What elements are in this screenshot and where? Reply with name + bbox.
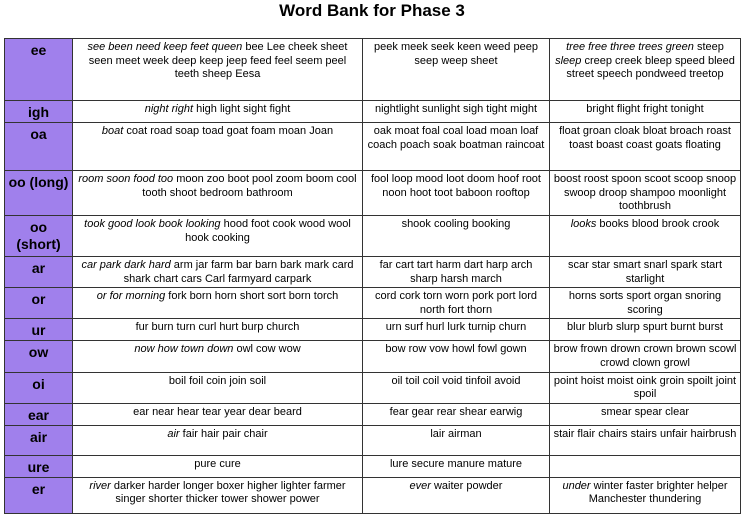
highlighted-words: night right — [144, 103, 194, 115]
word-cell — [73, 403, 363, 425]
word-cell — [73, 288, 363, 319]
table-row — [5, 425, 741, 455]
highlighted-words: sleep — [555, 54, 582, 67]
word-list: bright flight fright tonight — [586, 103, 704, 115]
word-cell — [550, 403, 741, 425]
table-row — [5, 39, 741, 101]
word-list: bee Lee cheek sheet seen meet week deep keep jeep feed feel seem peel teeth sheep Eesa — [88, 41, 348, 81]
word-cell — [73, 455, 363, 477]
word-cell — [73, 216, 363, 257]
word-cell — [363, 123, 550, 171]
highlighted-words: tree free three trees green — [566, 41, 694, 53]
highlighted-words: car park dark hard — [81, 259, 171, 271]
word-list: boost roost spoon scoot scoop snoop swoop droop shampoo moonlight toothbrush — [553, 173, 737, 213]
word-list: float groan cloak bloat broach roast toast boast coast goats floating — [559, 125, 731, 151]
highlighted-words: looks — [570, 218, 597, 230]
highlighted-words: river — [89, 479, 111, 492]
word-list: hood foot cook wood wool hook cooking — [185, 218, 351, 244]
word-list: lure secure manure mature — [389, 457, 523, 470]
sound-cell: or — [5, 288, 73, 319]
sound-cell: oo (short) — [5, 216, 73, 257]
word-list: scar star smart snarl spark start starlight — [567, 259, 723, 285]
table-row — [5, 403, 741, 425]
word-list: arm jar farm bar barn bark mark card shark chart cars Carl farmyard carpark — [123, 259, 354, 285]
page-title: Word Bank for Phase 3 — [279, 1, 465, 20]
word-list: pure cure — [194, 457, 241, 470]
word-list: high light sight fight — [193, 103, 291, 115]
sound-cell: ear — [5, 403, 73, 425]
highlighted-words: room soon food too — [78, 173, 174, 185]
word-cell — [550, 171, 741, 216]
highlighted-words: took good look book looking — [84, 218, 221, 230]
table-row — [5, 477, 741, 513]
word-cell — [550, 39, 741, 101]
word-cell — [73, 39, 363, 101]
word-cell — [550, 319, 741, 341]
word-cell — [363, 39, 550, 101]
word-list: smear spear clear — [600, 405, 690, 418]
word-cell — [363, 288, 550, 319]
table-row — [5, 372, 741, 403]
sound-cell: oi — [5, 372, 73, 403]
word-cell — [550, 216, 741, 257]
highlighted-words: under — [562, 479, 591, 492]
word-cell — [363, 425, 550, 455]
word-cell — [550, 341, 741, 372]
word-list: boil foil coin join soil — [168, 374, 267, 387]
sound-cell: oo (long) — [5, 171, 73, 216]
word-list: bow row vow howl fowl gown — [385, 343, 527, 356]
highlighted-words: or for morning — [96, 290, 166, 303]
word-cell — [363, 455, 550, 477]
word-cell — [550, 101, 741, 123]
word-list: creep creek bleep speed bleed street speech pondweed treetop — [566, 54, 735, 81]
word-list: waiter powder — [430, 479, 503, 492]
word-cell — [550, 477, 741, 513]
word-cell — [73, 101, 363, 123]
table-row — [5, 216, 741, 257]
word-list: fair hair pair chair — [179, 427, 268, 440]
table-row — [5, 257, 741, 288]
word-list: owl cow wow — [233, 343, 301, 356]
word-cell — [363, 216, 550, 257]
word-list: urn surf hurl lurk turnip churn — [385, 321, 527, 334]
highlighted-words: air — [167, 427, 180, 440]
word-list: books blood brook crook — [596, 218, 720, 230]
word-cell — [73, 425, 363, 455]
word-list: steep — [693, 41, 724, 53]
sound-cell: air — [5, 425, 73, 455]
word-list: oil toil coil void tinfoil avoid — [391, 374, 521, 387]
table-row — [5, 455, 741, 477]
table-row — [5, 288, 741, 319]
word-cell — [73, 372, 363, 403]
word-list: shook cooling booking — [401, 218, 511, 230]
word-cell — [73, 341, 363, 372]
word-cell — [550, 455, 741, 477]
word-cell — [73, 171, 363, 216]
word-list: moon zoo boot pool zoom boom cool tooth shoot bedroom bathroom — [142, 173, 357, 199]
word-cell — [73, 257, 363, 288]
word-list: coat road soap toad goat foam moan Joan — [123, 125, 334, 137]
word-cell — [363, 101, 550, 123]
word-cell — [550, 123, 741, 171]
sound-cell: ure — [5, 455, 73, 477]
sound-cell: ur — [5, 319, 73, 341]
sound-cell: ar — [5, 257, 73, 288]
sound-cell: igh — [5, 101, 73, 123]
word-cell — [363, 372, 550, 403]
word-list: peek meek seek keen weed peep seep weep sheet — [374, 41, 538, 67]
table-row — [5, 171, 741, 216]
word-list: darker harder longer boxer higher lighter farmer singer shorter thicker tower shower power — [110, 479, 346, 506]
word-list: fork born horn short sort born torch — [165, 290, 339, 303]
table-row — [5, 123, 741, 171]
sound-cell: er — [5, 477, 73, 513]
sound-cell: ee — [5, 39, 73, 101]
word-list: fur burn turn curl hurt burp church — [135, 321, 300, 334]
sound-cell: ow — [5, 341, 73, 372]
word-bank-table — [4, 38, 741, 514]
word-list: far cart tart harm dart harp arch sharp harsh march — [379, 259, 533, 285]
word-list: horns sorts sport organ snoring scoring — [568, 290, 722, 316]
word-cell — [363, 319, 550, 341]
word-cell — [363, 477, 550, 513]
table-row — [5, 101, 741, 123]
word-list: stair flair chairs stairs unfair hairbrush — [553, 427, 737, 440]
word-cell — [363, 257, 550, 288]
word-cell — [73, 123, 363, 171]
word-list: fear gear rear shear earwig — [389, 405, 523, 418]
word-cell — [363, 341, 550, 372]
word-cell — [363, 403, 550, 425]
highlighted-words: ever — [409, 479, 431, 492]
word-cell — [73, 319, 363, 341]
word-list: blur blurb slurp spurt burnt burst — [567, 321, 723, 334]
word-cell — [363, 171, 550, 216]
word-cell — [550, 372, 741, 403]
word-list: winter faster brighter helper Manchester thundering — [588, 479, 728, 506]
word-list: nightlight sunlight sigh tight might — [374, 103, 538, 115]
table-row — [5, 341, 741, 372]
word-list: cord cork torn worn pork port lord north fort thorn — [374, 290, 537, 316]
highlighted-words: boat — [101, 125, 124, 137]
word-cell — [550, 257, 741, 288]
word-list: ear near hear tear year dear beard — [133, 405, 302, 418]
word-cell — [550, 425, 741, 455]
word-list: fool loop mood loot doom hoof root noon hoot toot baboon rooftop — [370, 173, 541, 199]
sound-cell: oa — [5, 123, 73, 171]
highlighted-words: see been need keep feet queen — [87, 41, 243, 53]
word-cell — [550, 288, 741, 319]
table-row — [5, 319, 741, 341]
word-cell — [73, 477, 363, 513]
word-list: oak moat foal coal load moan loaf coach poach soak boatman raincoat — [367, 125, 545, 151]
word-list: lair airman — [430, 427, 482, 440]
word-list: brow frown drown crown brown scowl crowd clown growl — [553, 343, 737, 369]
word-list: point hoist moist oink groin spoilt joint spoil — [553, 374, 737, 401]
highlighted-words: now how town down — [134, 343, 234, 356]
